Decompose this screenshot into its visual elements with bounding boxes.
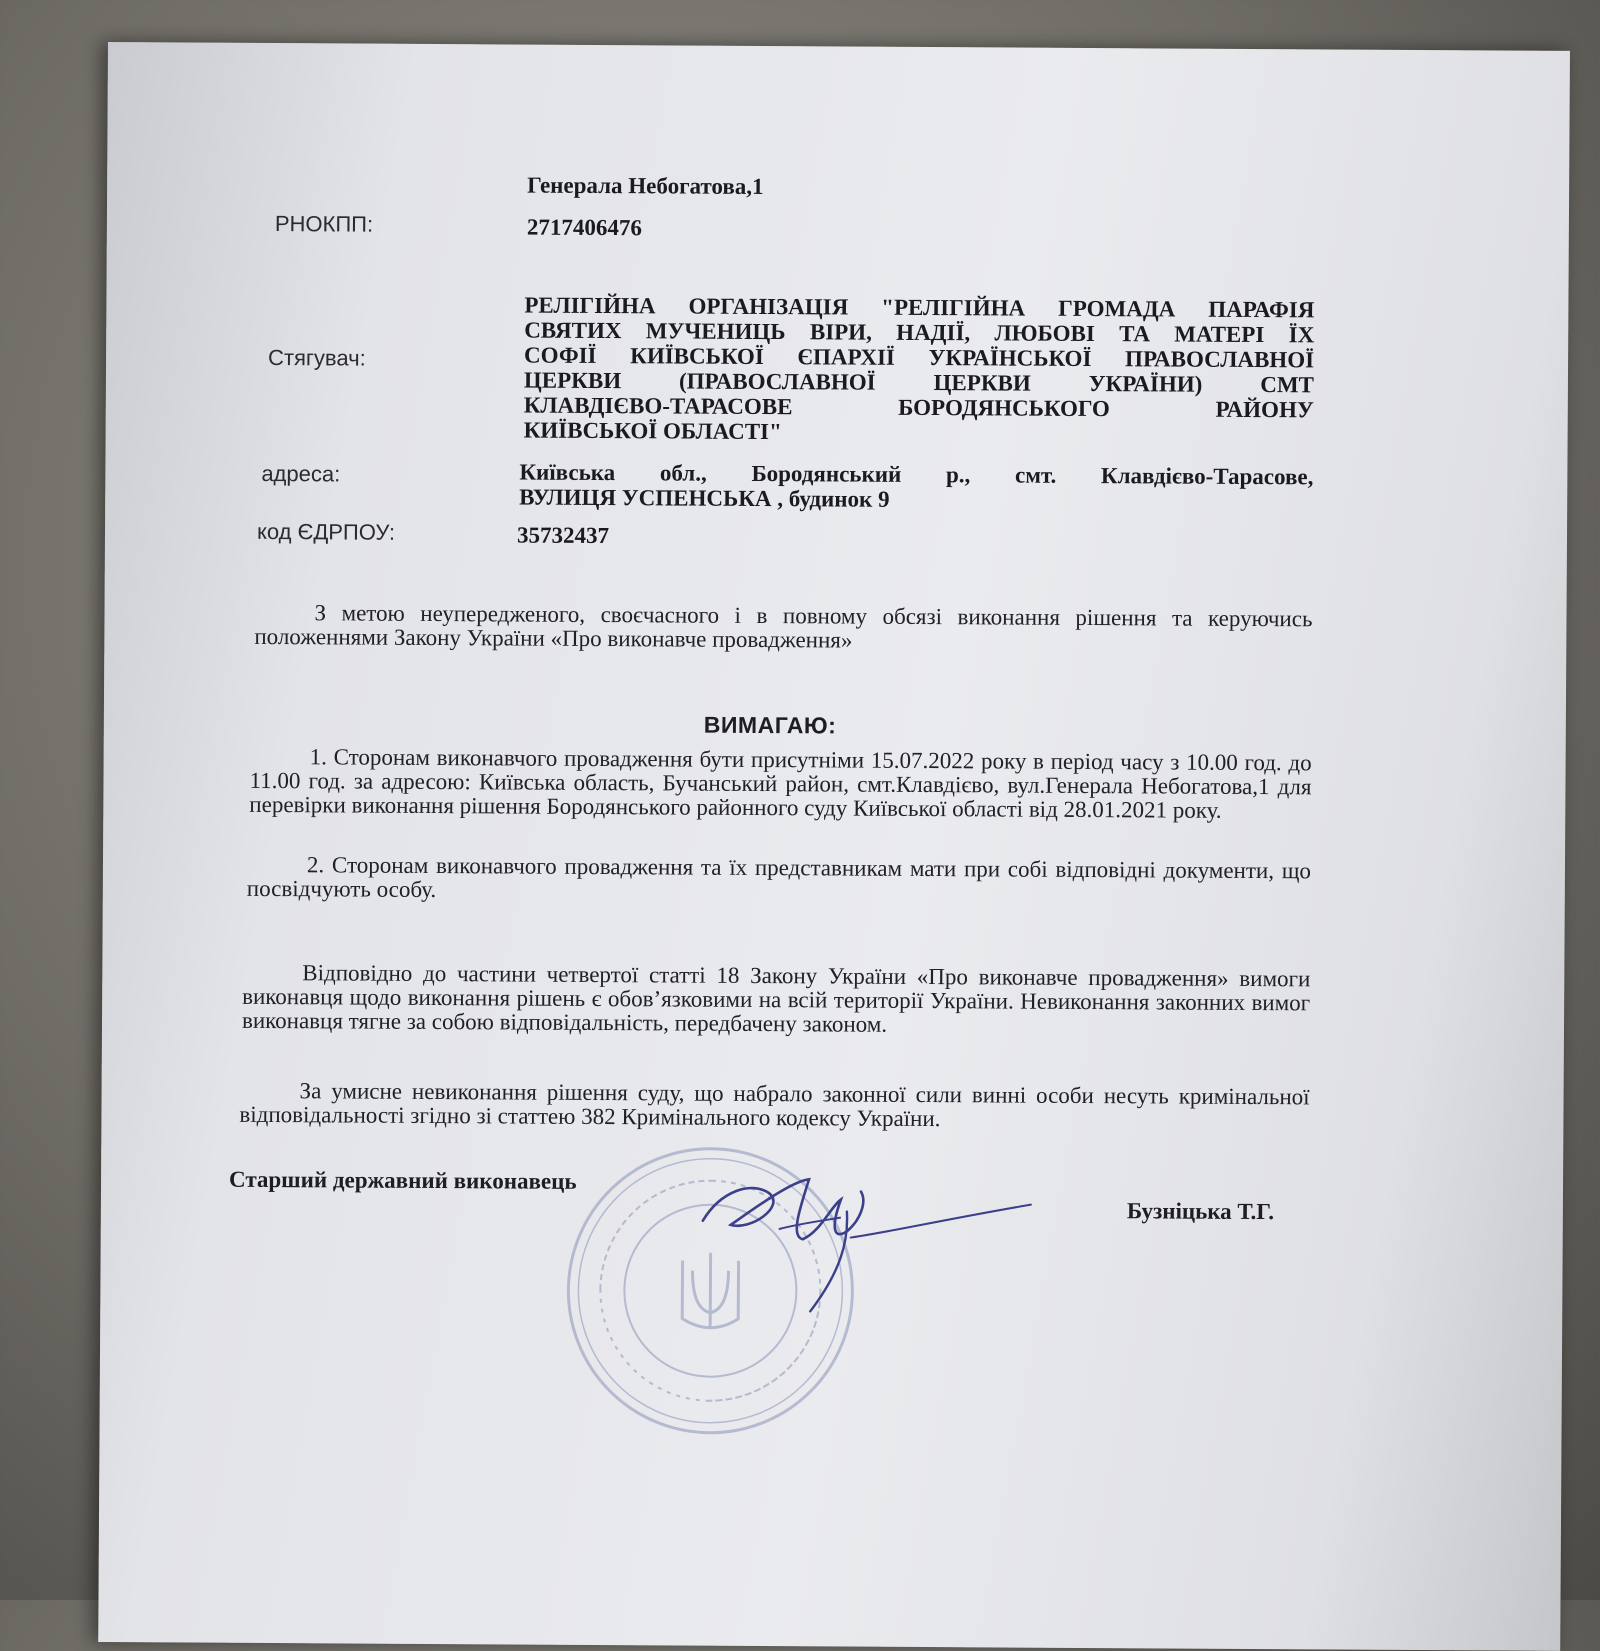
rnokpp-value: 2717406476 xyxy=(526,214,642,241)
creditor-name-line: КЛАВДІЄВО-ТАРАСОВЕ БОРОДЯНСЬКОГО РАЙОНУ xyxy=(523,392,1314,423)
liability-paragraph xyxy=(239,1079,1309,1134)
legal-text: Відповідно до частини четвертої статті 18 Закону України «Про виконавче провадження» вимоги виконавця щодо виконання рішень є обов’язковими на всій території України. Невиконання законних вимог виконавця тягне за собою відповідальність, передбачену законом. xyxy=(241,960,1311,1037)
creditor-address xyxy=(519,460,1313,515)
creditor-name-line: ЦЕРКВИ (ПРАВОСЛАВНОЇ ЦЕРКВИ УКРАЇНИ) СМТ xyxy=(523,367,1315,398)
signer-position: Старший державний виконавець xyxy=(228,1166,577,1194)
rnokpp-label: РНОКПП: xyxy=(274,211,374,237)
demand-title: ВИМАГАЮ: xyxy=(703,711,837,739)
creditor-label: Стягувач: xyxy=(267,344,366,371)
intro-paragraph xyxy=(254,601,1312,655)
creditor-name-line: СВЯТИХ МУЧЕНИЦЬ ВІРИ, НАДІЇ, ЛЮБОВІ ТА МАТЕРІ ЇХ xyxy=(524,317,1315,348)
demand-item xyxy=(247,853,1311,907)
creditor-name-line: СОФІЇ КИЇВСЬКОЇ ЄПАРХІЇ УКРАЇНСЬКОЇ ПРАВОСЛАВНОЇ xyxy=(524,342,1315,373)
address-line: Київська обл., Бородянський р., смт. Клавдієво-Тарасове, xyxy=(519,459,1314,490)
legal-paragraph xyxy=(242,961,1310,1040)
demand-text: 2. Сторонам виконавчого провадження та їх представникам мати при собі відповідні документи, що посвідчують особу. xyxy=(246,852,1312,903)
demand-item xyxy=(249,745,1311,823)
creditor-name xyxy=(524,293,1315,448)
address-label: адреса: xyxy=(261,460,341,487)
handwritten-signature xyxy=(690,1151,1051,1333)
edrpou-label: код ЄДРПОУ: xyxy=(256,518,396,545)
creditor-name-line: КИЇВСЬКОЇ ОБЛАСТІ" xyxy=(523,417,782,445)
demand-text: 1. Сторонам виконавчого провадження бути присутніми 15.07.2022 року в період часу з 10.00 год. до 11.00 год. за адресою: Київська область, Бучанський район, смт.Клавдієво, вул.Генерала Небогатова,1 для перевірки виконання рішення Бородянського районного суду Київської області від 28.01.2021 року. xyxy=(249,744,1312,823)
document-page xyxy=(98,42,1570,1651)
edrpou-value: 35732437 xyxy=(516,522,610,549)
address-line: ВУЛИЦЯ УСПЕНСЬКА , будинок 9 xyxy=(519,484,890,512)
signer-name: Бузніцька Т.Г. xyxy=(1126,1198,1275,1225)
intro-text: З метою неупередженого, своєчасного і в повному обсязі виконання рішення та керуючись положеннями Закону України «Про виконавче провадження» xyxy=(254,600,1313,653)
creditor-name-line: РЕЛІГІЙНА ОРГАНІЗАЦІЯ "РЕЛІГІЙНА ГРОМАДА ПАРАФІЯ xyxy=(524,292,1315,323)
debtor-street: Генерала Небогатова,1 xyxy=(527,172,764,200)
liability-text: За умисне невиконання рішення суду, що набрало законної сили винні особи несуть кримінальної відповідальності згідно зі статтею 382 Кримінального кодексу України. xyxy=(239,1078,1310,1132)
